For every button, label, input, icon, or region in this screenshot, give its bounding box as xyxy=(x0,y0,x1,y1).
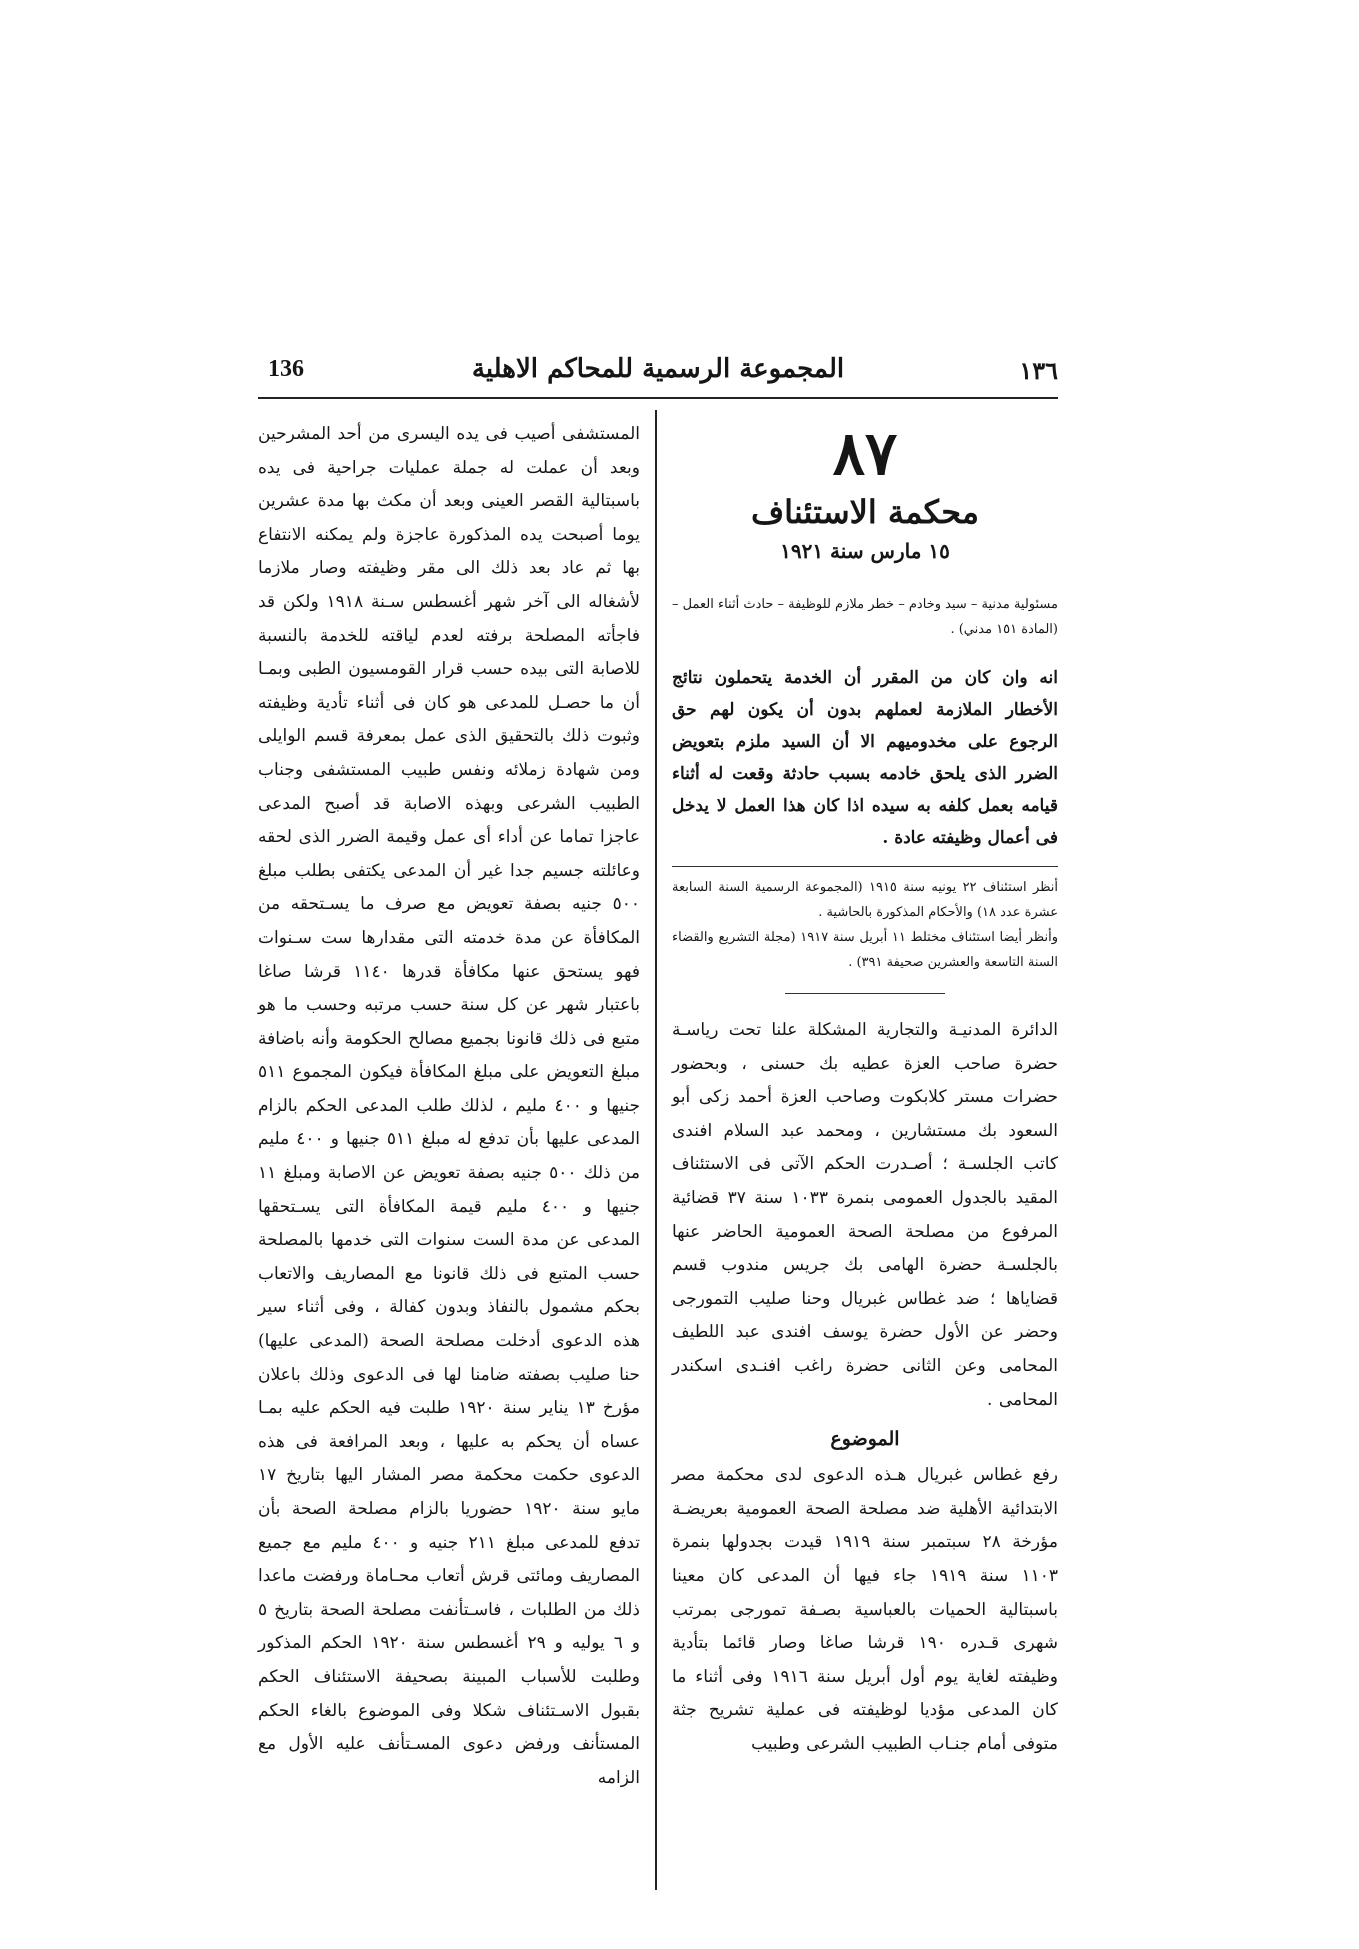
continuation-text: المستشفى أصيب فى يده اليسرى من أحد المشرحين وبعد أن عملت له جملة عمليات جراحية فى يده باسبتالية القصر العينى وبعد أن مكث بها مدة عشرين يوما أصبحت يده المذكورة عاجزة ولم يمكنه الانتفاع بها ثم عاد بعد ذلك الى مقر وظيفته وصار ملازما لأشغاله الى آخر شهر أغسطس سـنة ١٩١٨ ولكن قد فاجأته المصلحة برفته لعدم لياقته للخدمة بالنسبة للاصابة التى بيده حسب قرار القومسيون الطبى وبمـا أن ما حصـل للمدعى هو كان فى أثناء تأدية وظيفته وثبوت ذلك بالتحقيق الذى عمل بمعرفة قسم الوايلى ومن شهادة زملائه ونفس طبيب المستشفى وجناب الطبيب الشرعى وبهذه الاصابة قد أصبح المدعى عاجزا تماما عن أداء أى عمل وقيمة الضرر الذى لحقه وعائلته جسيم جدا غير أن المدعى يكتفى بطلب مبلغ ٥٠٠ جنيه بصفة تعويض مع صرف ما يسـتحقه من المكافأة عن مدة خدمته التى مقدارها ست سـنوات فهو يستحق عنها مكافأة قدرها ١١٤٠ قرشا صاغا باعتبار شهر عن كل سنة حسب مرتبه وحسب ما هو متبع فى ذلك قانونا بجميع مصالح الحكومة وأنه باضافة مبلغ التعويض على مبلغ المكافأة فيكون المجموع ٥١١ جنيها و ٤٠٠ مليم ، لذلك طلب المدعى الحكم بالزام المدعى عليها بأن تدفع له مبلغ ٥١١ جنيها و ٤٠٠ مليم من ذلك ٥٠٠ جنيه بصفة تعويض عن الاصابة ومبلغ ١١ جنيها و ٤٠٠ مليم قيمة المكافأة التى يسـتحقها المدعى عن مدة الست سنوات التى خدمها بالمصلحة حسب المتبع فى ذلك قانونا مع المصاريف والاتعاب بحكم مشمول بالنفاذ وبدون كفالة ، وفى أثناء سير هذه الدعوى أدخلت مصلحة الصحة (المدعى عليها) حنا صليب بصفته ضامنا لها فى الدعوى وذلك باعلان مؤرخ ١٣ يناير سنة ١٩٢٠ طلبت فيه الحكم عليه بمـا عساه أن يحكم به عليها ، وبعد المرافعة فى هذه الدعوى حكمت محكمة مصر المشار اليها بتاريخ ١٧ مايو سنة ١٩٢٠ حضوريا بالزام مصلحة الصحة بأن تدفع للمدعى مبلغ ٢١١ جنيه و ٤٠٠ مليم مع جميع المصاريف ومائتى قرش أتعاب محـاماة ورفضت ماعدا ذلك من الطلبات ، فاسـتأنفت مصلحة الصحة بتاريخ ٥ و ٦ يوليه و ٢٩ أغسطس سنة ١٩٢٠ الحكم المذكور وطلبت للأسباب المبينة بصحيفة الاستئناف الحكم بقبول الاسـتئناف شكلا وفى الموضوع بالغاء الحكم المستأنف ورفض دعوى المسـتأنف عليه الأول مع الزامه xyxy=(258,424,641,1788)
right-column xyxy=(672,418,1058,1761)
column-divider xyxy=(655,410,657,1890)
case-keywords: مسئولية مدنية – سيد وخادم – خطر ملازم للوظيفة – حادث أثناء العمل – (المادة ١٥١ مدني) . xyxy=(672,597,1058,637)
reference-item: أنظر استئناف ٢٢ يونيه سنة ١٩١٥ (المجموعة الرسمية السنة السابعة عشرة عدد ١٨) والأحكام المذكورة بالحاشية . xyxy=(672,880,1059,920)
running-title: المجموعة الرسمية للمحاكم الاهلية xyxy=(471,354,845,384)
case-number: ٨٧ xyxy=(832,419,898,489)
page-number-latin: 136 xyxy=(268,356,304,382)
court-composition: الدائرة المدنيـة والتجارية المشكلة علنا تحت رياسـة حضرة صاحب العزة عطيه بك حسنى ، وبحضور حضرات مستر كلابكوت وصاحب العزة أحمد زكى أبو السعود بك مستشارين ، ومحمد عبد السلام افندى كاتب الجلسـة ؛ أصـدرت الحكم الآتى فى الاستئناف المقيد بالجدول العمومى بنمرة ١٠٣٣ سنة ٣٧ قضائية المرفوع من مصلحة الصحة العمومية الحاضر عنها بالجلسـة حضرة الهامى بك جريس مندوب قسم قضاياها ؛ ضد غطاس غبريال وحنا صليب التمورجى وحضر عن الأول حضرة يوسف افندى عبد اللطيف المحامى وعن الثانى حضرة راغب افنـدى اسكندر المحامى . xyxy=(672,1020,1059,1410)
page-number-arabic: ١٣٦ xyxy=(1019,356,1058,385)
judgment-date: ١٥ مارس سنة ١٩٢١ xyxy=(780,539,950,563)
page-header xyxy=(258,352,1058,392)
court-name: محكمة الاستئناف xyxy=(750,493,980,531)
references xyxy=(672,866,1058,987)
section-rule xyxy=(785,993,945,994)
reference-item: وأنظر أيضا استئناف مختلط ١١ أبريل سنة ١٩١٧ (مجلة التشريع والقضاء السنة التاسعة والعشرين صحيفة ٣٩١) . xyxy=(672,930,1058,970)
subject-text: رفع غطاس غبريال هـذه الدعوى لدى محكمة مصر الابتدائية الأهلية ضد مصلحة الصحة العمومية بعريضـة مؤرخة ٢٨ سبتمبر سنة ١٩١٩ قيدت بجدولها بنمرة ١١٠٣ سنة ١٩١٩ جاء فيها أن المدعى كان معينا باسبتالية الحميات بالعباسية بصـفة تمورجى بمرتب شهرى قـدره ١٩٠ قرشا صاغا وصار قائما بتأدية وظيفته لغاية يوم أول أبريل سنة ١٩١٦ وفى أثناء ما كان المدعى مؤديا لوظيفته فى عملية تشريح جثة متوفى أمام جنـاب الطبيب الشرعى وطبيب xyxy=(672,1465,1059,1754)
header-rule xyxy=(258,397,1058,399)
legal-principle: انه وان كان من المقرر أن الخدمة يتحملون نتائج الأخطار الملازمة لعملهم بدون أن يكون لهم حق الرجوع على مخدوميهم الا أن السيد ملزم بتعويض الضرر الذى يلحق خادمه بسبب حادثة وقعت له أثناء قيامه بعمل كلفه به سيده اذا كان هذا العمل لا يدخل فى أعمال وظيفته عادة . xyxy=(672,668,1058,848)
subject-heading: الموضوع xyxy=(830,1428,900,1451)
left-column xyxy=(258,418,640,1795)
